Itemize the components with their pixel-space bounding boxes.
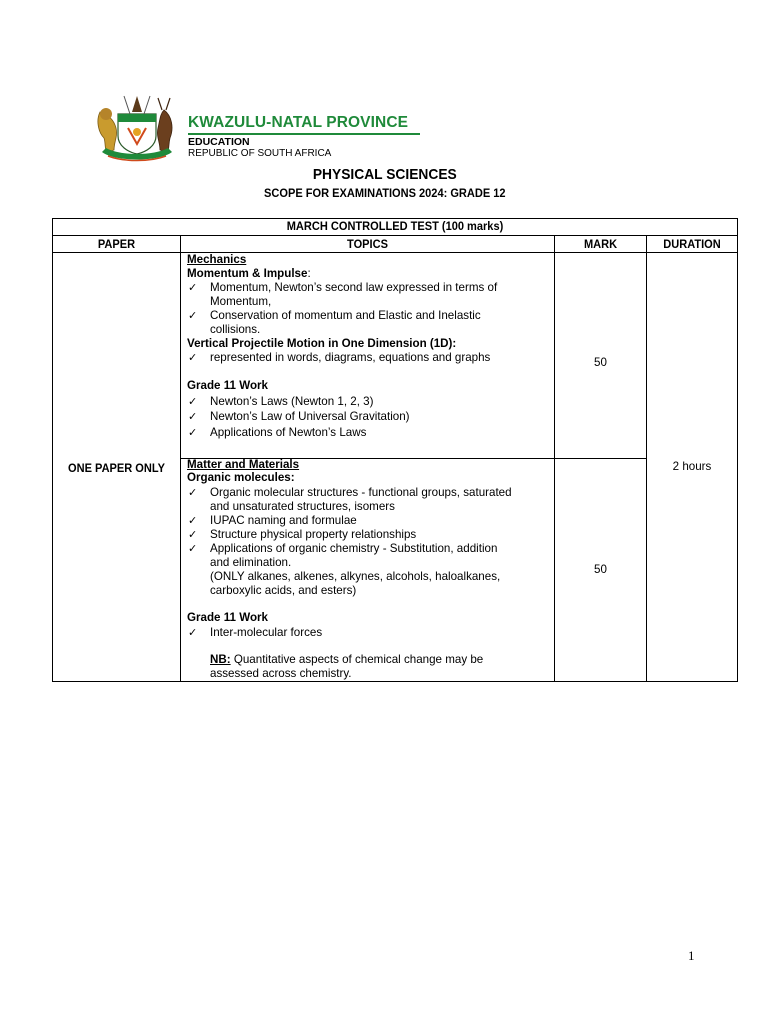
- checkmark-icon: ✓: [188, 396, 198, 408]
- duration-cell: 2 hours: [672, 460, 712, 473]
- page-number: 1: [688, 948, 695, 963]
- table-rule-col3: [646, 235, 647, 682]
- checkmark-icon: ✓: [188, 427, 198, 439]
- table-rule-header: [52, 252, 738, 253]
- table-rule-col1: [180, 235, 181, 682]
- list-item: Inter-molecular forces: [210, 626, 323, 639]
- mark-cell-mechanics: 50: [594, 356, 607, 369]
- list-item: and unsaturated structures, isomers: [210, 500, 395, 513]
- list-item: Organic molecular structures - functional groups, saturated: [210, 486, 512, 499]
- country-name: REPUBLIC OF SOUTH AFRICA: [188, 148, 332, 159]
- checkmark-icon: ✓: [188, 411, 198, 423]
- checkmark-icon: ✓: [188, 352, 198, 364]
- list-item: represented in words, diagrams, equations and graphs: [210, 351, 491, 364]
- list-item: and elimination.: [210, 556, 292, 569]
- list-item: Newton’s Law of Universal Gravitation): [210, 410, 410, 423]
- column-header-duration: DURATION: [663, 237, 721, 251]
- subheading-organic: Organic molecules:: [187, 471, 295, 484]
- table-rule-col2: [554, 235, 555, 682]
- subheading-grade11: Grade 11 Work: [187, 379, 268, 392]
- list-item: IUPAC naming and formulae: [210, 514, 357, 527]
- paper-cell: ONE PAPER ONLY: [68, 461, 165, 475]
- checkmark-icon: ✓: [188, 487, 198, 499]
- section-heading-matter: Matter and Materials: [187, 458, 300, 471]
- nb-note: NB: Quantitative aspects of chemical change may be: [210, 653, 484, 666]
- province-name: KWAZULU-NATAL PROVINCE: [188, 114, 409, 131]
- table-rule-caption: [52, 235, 738, 236]
- table-caption: MARCH CONTROLLED TEST (100 marks): [286, 219, 504, 233]
- column-header-mark: MARK: [583, 237, 618, 251]
- list-item: Momentum,: [210, 295, 272, 308]
- list-item: collisions.: [210, 323, 261, 336]
- list-item: carboxylic acids, and esters): [210, 584, 357, 597]
- table-border-bottom: [52, 681, 738, 682]
- subheading-momentum: Momentum & Impulse:: [187, 267, 311, 280]
- header-divider: [188, 133, 420, 135]
- department-name: EDUCATION: [188, 136, 250, 148]
- document-subtitle: SCOPE FOR EXAMINATIONS 2024: GRADE 12: [264, 186, 506, 200]
- nb-note-continued: assessed across chemistry.: [210, 667, 352, 680]
- kzn-coat-of-arms-icon: [94, 92, 180, 164]
- list-item: Conservation of momentum and Elastic and Inelastic: [210, 309, 481, 322]
- list-item: Structure physical property relationships: [210, 528, 417, 541]
- checkmark-icon: ✓: [188, 515, 198, 527]
- list-item: Applications of Newton’s Laws: [210, 426, 367, 439]
- checkmark-icon: ✓: [188, 627, 198, 639]
- list-item: (ONLY alkanes, alkenes, alkynes, alcohols, haloalkanes,: [210, 570, 501, 583]
- table-border-left: [52, 218, 53, 682]
- list-item: Applications of organic chemistry - Substitution, addition: [210, 542, 498, 555]
- table-border-right: [737, 218, 738, 682]
- section-heading-mechanics: Mechanics: [187, 253, 247, 266]
- subheading-grade11-matter: Grade 11 Work: [187, 611, 268, 624]
- checkmark-icon: ✓: [188, 310, 198, 322]
- column-header-topics: TOPICS: [347, 237, 388, 251]
- list-item: Momentum, Newton’s second law expressed in terms of: [210, 281, 498, 294]
- document-title: PHYSICAL SCIENCES: [312, 166, 457, 183]
- subheading-projectile: Vertical Projectile Motion in One Dimension (1D):: [187, 337, 457, 350]
- column-header-paper: PAPER: [97, 237, 136, 251]
- checkmark-icon: ✓: [188, 282, 198, 294]
- mark-cell-matter: 50: [594, 563, 607, 576]
- checkmark-icon: ✓: [188, 543, 198, 555]
- checkmark-icon: ✓: [188, 529, 198, 541]
- list-item: Newton’s Laws (Newton 1, 2, 3): [210, 395, 374, 408]
